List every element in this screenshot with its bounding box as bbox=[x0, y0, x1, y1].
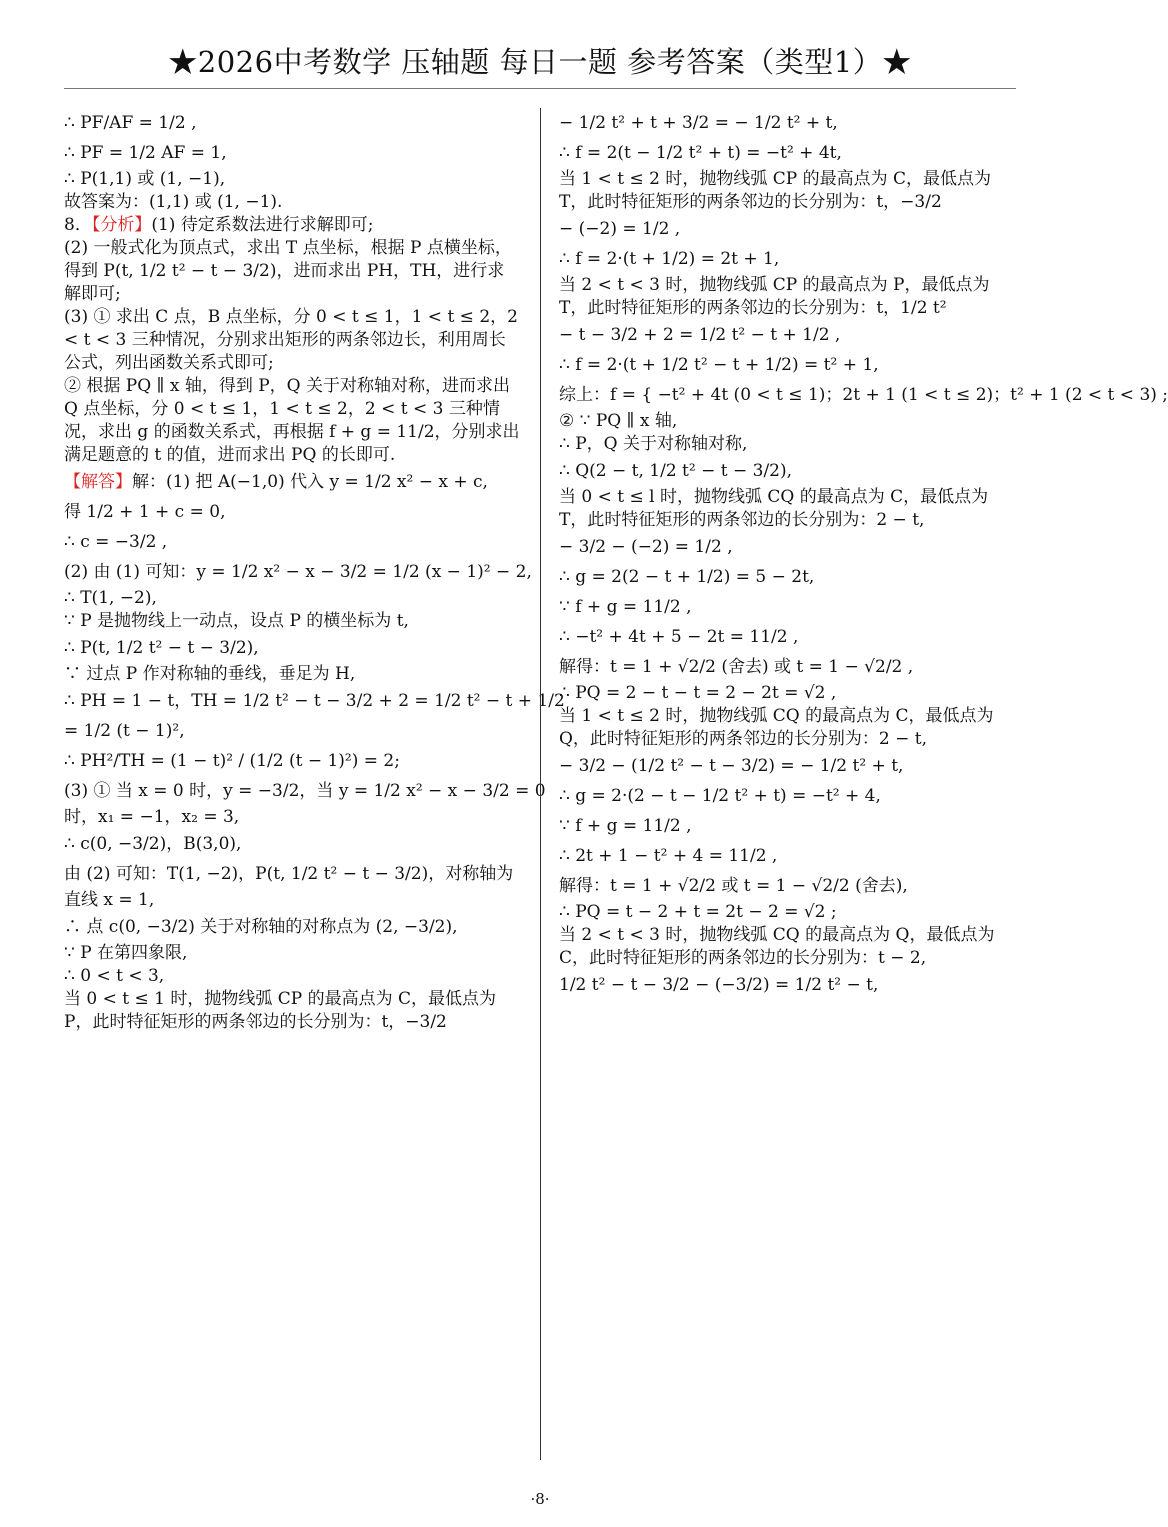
section-tag: 【分析】 bbox=[91, 215, 152, 235]
right-line: ∵ f + g = 11/2 , bbox=[559, 816, 692, 836]
left-line: 当 0 < t ≤ 1 时，抛物线弧 CP 的最高点为 C，最低点为 P，此时特征矩形的两条邻边的长分别为：t，−3/2 bbox=[64, 989, 497, 1032]
left-line: ∴ c(0, −3/2)，B(3,0), bbox=[64, 834, 242, 854]
right-line: ∵ f + g = 11/2 , bbox=[559, 597, 692, 617]
right-line: ② ∵ PQ ∥ x 轴, bbox=[559, 411, 678, 431]
left-column bbox=[64, 108, 565, 1034]
right-line: − 3/2 − (−2) = 1/2 , bbox=[559, 537, 733, 557]
right-line: 当 1 < t ≤ 2 时，抛物线弧 CP 的最高点为 C，最低点为 T，此时特征矩形的两条邻边的长分别为：t，−3/2 bbox=[559, 169, 992, 212]
right-line: ∴ f = 2·(t + 1/2 t² − t + 1/2) = t² + 1, bbox=[559, 355, 879, 375]
left-line: ∵ P 在第四象限, bbox=[64, 943, 188, 963]
left-line: 故答案为：(1,1) 或 (1, −1). bbox=[64, 192, 283, 212]
right-line: 1/2 t² − t − 3/2 − (−3/2) = 1/2 t² − t, bbox=[559, 975, 879, 995]
right-line: ∴ 2t + 1 − t² + 4 = 11/2 , bbox=[559, 846, 778, 866]
right-line: 当 2 < t < 3 时，抛物线弧 CP 的最高点为 P，最低点为 T，此时特征矩形的两条邻边的长分别为：t，1/2 t² bbox=[559, 275, 990, 318]
left-line: 由 (2) 可知：T(1, −2)，P(t, 1/2 t² − t − 3/2)，对称轴为 bbox=[64, 864, 514, 884]
right-line: ∴ g = 2·(2 − t − 1/2 t² + t) = −t² + 4, bbox=[559, 786, 881, 806]
left-line: ∴ P(1,1) 或 (1, −1), bbox=[64, 169, 226, 189]
left-line: ∴ c = −3/2 , bbox=[64, 532, 168, 552]
right-line: ∴ f = 2(t − 1/2 t² + t) = −t² + 4t, bbox=[559, 143, 842, 163]
right-line: 解得：t = 1 + √2/2 (舍去) 或 t = 1 − √2/2 , bbox=[559, 657, 914, 677]
left-line: 时，x₁ = −1，x₂ = 3, bbox=[64, 807, 240, 827]
right-line: − 1/2 t² + t + 3/2 = − 1/2 t² + t, bbox=[559, 113, 838, 133]
left-line: (3) ① 求出 C 点，B 点坐标，分 0 < t ≤ 1，1 < t ≤ 2，2 < t < 3 三种情况，分别求出矩形的两条邻边长，利用周长公式，列出函数关系式即可; bbox=[64, 307, 518, 373]
right-line: ∴ P，Q 关于对称轴对称, bbox=[559, 434, 748, 454]
page-header-title: ★2026中考数学 压轴题 每日一题 参考答案（类型1）★ bbox=[168, 45, 912, 79]
right-line: ∴ PQ = 2 − t − t = 2 − 2t = √2 , bbox=[559, 683, 837, 703]
left-line: 直线 x = 1, bbox=[64, 890, 155, 910]
right-line: − t − 3/2 + 2 = 1/2 t² − t + 1/2 , bbox=[559, 325, 841, 345]
right-line: 当 2 < t < 3 时，抛物线弧 CQ 的最高点为 Q，最低点为 C，此时特征矩形的两条邻边的长分别为：t − 2, bbox=[559, 925, 995, 968]
right-line: 综上：f = { −t² + 4t (0 < t ≤ 1)；2t + 1 (1 < t ≤ 2)；t² + 1 (2 < t < 3) ; bbox=[559, 385, 1168, 405]
right-line: 当 1 < t ≤ 2 时，抛物线弧 CQ 的最高点为 C，最低点为 Q，此时特征矩形的两条邻边的长分别为：2 − t, bbox=[559, 706, 994, 749]
left-line: 【解答】解：(1) 把 A(−1,0) 代入 y = 1/2 x² − x + c, bbox=[64, 472, 488, 492]
right-line: ∴ PQ = t − 2 + t = 2t − 2 = √2 ; bbox=[559, 902, 837, 922]
right-line: ∴ Q(2 − t, 1/2 t² − t − 3/2), bbox=[559, 461, 793, 481]
right-line: ∴ f = 2·(t + 1/2) = 2t + 1, bbox=[559, 249, 780, 269]
left-line: ② 根据 PQ ∥ x 轴，得到 P，Q 关于对称轴对称，进而求出 Q 点坐标，分 0 < t ≤ 1，1 < t ≤ 2，2 < t < 3 三种情况，求出 g 的函数关系式，再根据 f + g = 11/2，分别求出满足题意的 t 的值，进而求出 PQ 的长即可. bbox=[64, 376, 520, 465]
left-line: ∴ 点 c(0, −3/2) 关于对称轴的对称点为 (2, −3/2), bbox=[64, 917, 458, 937]
left-line: ∵ 过点 P 作对称轴的垂线，垂足为 H, bbox=[64, 664, 356, 684]
left-line: (2) 由 (1) 可知：y = 1/2 x² − x − 3/2 = 1/2 (x − 1)² − 2, bbox=[64, 562, 532, 582]
left-line: ∴ PF = 1/2 AF = 1, bbox=[64, 143, 227, 163]
left-line: ∴ PH²/TH = (1 − t)² / (1/2 (t − 1)²) = 2; bbox=[64, 751, 400, 771]
right-column bbox=[559, 108, 1168, 1000]
right-line: − 3/2 − (1/2 t² − t − 3/2) = − 1/2 t² + t, bbox=[559, 756, 904, 776]
right-line: 当 0 < t ≤ l 时，抛物线弧 CQ 的最高点为 C，最低点为 T，此时特征矩形的两条邻边的长分别为：2 − t, bbox=[559, 487, 989, 530]
left-line: ∵ P 是抛物线上一动点，设点 P 的横坐标为 t, bbox=[64, 611, 409, 631]
header-rule bbox=[64, 88, 1016, 89]
left-line: ∴ 0 < t < 3, bbox=[64, 966, 165, 986]
left-line: (2) 一般式化为顶点式，求出 T 点坐标，根据 P 点横坐标，得到 P(t, 1/2 t² − t − 3/2)，进而求出 PH，TH，进行求解即可; bbox=[64, 238, 512, 304]
left-line: = 1/2 (t − 1)², bbox=[64, 721, 185, 741]
right-line: − (−2) = 1/2 , bbox=[559, 219, 681, 239]
right-line: ∴ g = 2(2 − t + 1/2) = 5 − 2t, bbox=[559, 567, 815, 587]
section-tag: 【解答】 bbox=[64, 472, 132, 492]
left-line: 8．【分析】(1) 待定系数法进行求解即可; bbox=[64, 215, 374, 235]
left-line: ∴ T(1, −2), bbox=[64, 588, 157, 608]
left-line: ∴ PH = 1 − t，TH = 1/2 t² − t − 3/2 + 2 = 1/2 t² − t + 1/2 bbox=[64, 691, 565, 711]
column-divider bbox=[540, 108, 541, 1460]
page-number: ·8· bbox=[530, 1490, 550, 1508]
left-line: (3) ① 当 x = 0 时，y = −3/2，当 y = 1/2 x² − x − 3/2 = 0 bbox=[64, 781, 546, 801]
right-line: 解得：t = 1 + √2/2 或 t = 1 − √2/2 (舍去), bbox=[559, 876, 908, 896]
left-line: ∴ P(t, 1/2 t² − t − 3/2), bbox=[64, 638, 259, 658]
left-line: ∴ PF/AF = 1/2 , bbox=[64, 113, 197, 133]
left-line: 得 1/2 + 1 + c = 0, bbox=[64, 502, 226, 522]
right-line: ∴ −t² + 4t + 5 − 2t = 11/2 , bbox=[559, 627, 799, 647]
